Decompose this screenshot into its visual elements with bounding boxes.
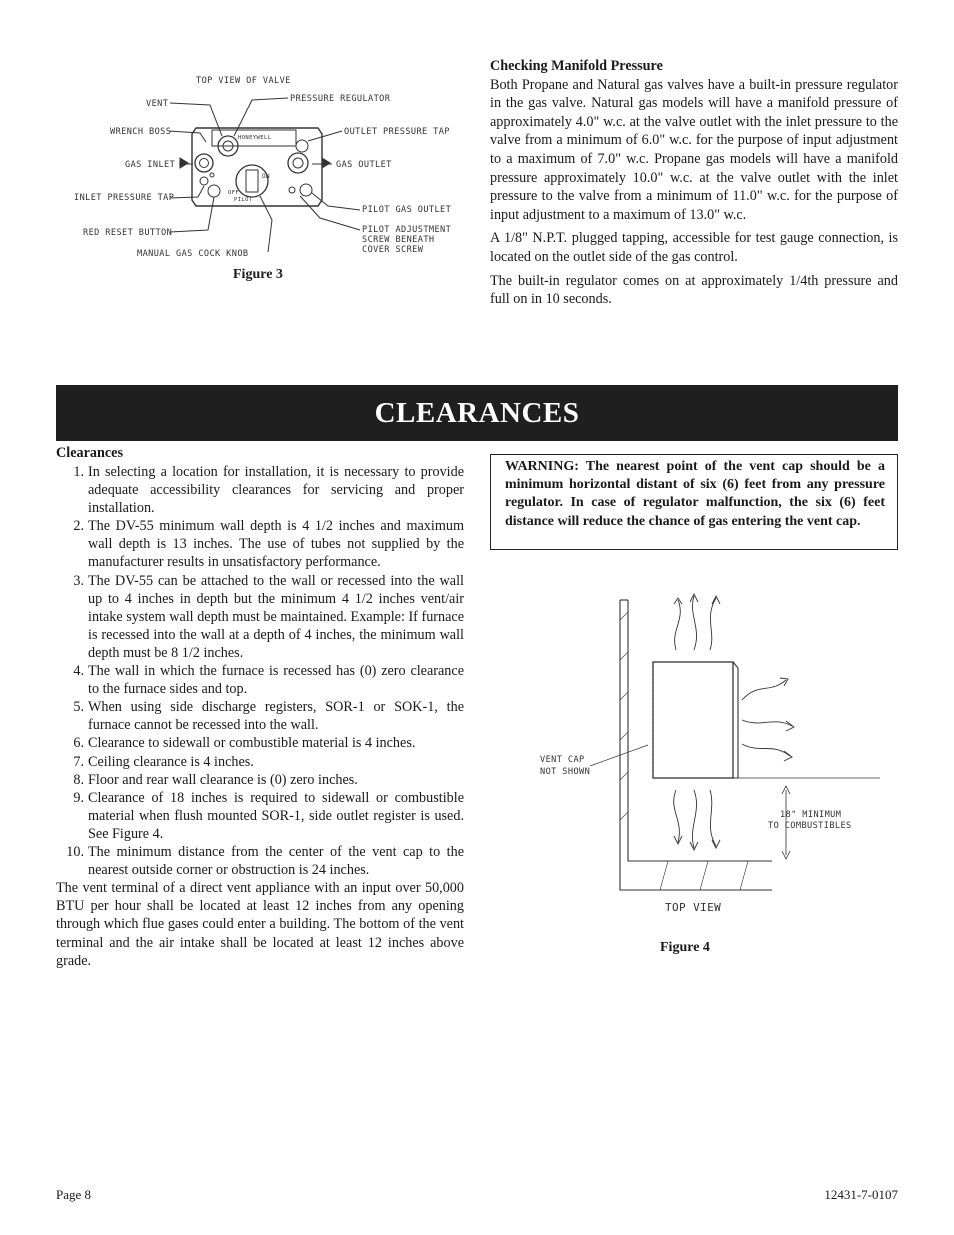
clearance-item-text: The minimum distance from the center of the vent cap to the nearest outside corner or obstruction is 24 inches. bbox=[88, 843, 464, 879]
label-vent-cap-2: NOT SHOWN bbox=[540, 767, 591, 777]
label-gas-outlet: GAS OUTLET bbox=[336, 160, 392, 170]
label-gas-inlet: GAS INLET bbox=[125, 160, 176, 170]
clearance-item-number: 1. bbox=[73, 464, 84, 480]
furnace-cabinet bbox=[653, 662, 733, 778]
clearances-list bbox=[56, 463, 464, 879]
clearance-item-number: 4. bbox=[73, 663, 84, 680]
label-knob-on: ON bbox=[262, 173, 271, 180]
label-knob-off: OFF bbox=[228, 190, 240, 196]
clearance-item-number: 2. bbox=[73, 518, 84, 535]
label-vent-cap-1: VENT CAP bbox=[540, 755, 585, 765]
label-outlet-pressure-tap: OUTLET PRESSURE TAP bbox=[344, 127, 450, 137]
clearance-item-text: Clearance of 18 inches is required to sidewall or combustible material when flush mounted SOR-1, side outlet register is used. See Figure 4. bbox=[88, 789, 464, 842]
figure-4-top-view-diagram bbox=[520, 590, 890, 920]
figure-3-valve-diagram bbox=[60, 65, 460, 265]
clearance-item bbox=[56, 771, 464, 789]
vent-terminal-paragraph: The vent terminal of a direct vent appliance with an input over 50,000 BTU per hour shall be located at least 12 inches from any opening through which flue gases could enter a building. The bottom of the vent terminal and the air intake shall be located at least 12 inches above grade. bbox=[56, 880, 464, 969]
clearance-item bbox=[56, 753, 464, 771]
label-pressure-regulator: PRESSURE REGULATOR bbox=[290, 94, 391, 104]
figure-3-caption: Figure 3 bbox=[233, 267, 283, 282]
clearance-item bbox=[56, 572, 464, 662]
label-knob-pilot: PILOT bbox=[234, 197, 253, 203]
clearance-item-text: The DV-55 can be attached to the wall or recessed into the wall up to 4 inches in depth but the minimum 4 1/2 inches vent/air intake system wall depth must be maintained. Example: If furnace is recessed into the wall at a depth of 4 inches, the minimum wall depth must be 8 1/2 inches. bbox=[88, 572, 464, 661]
label-inlet-pressure-tap: INLET PRESSURE TAP bbox=[74, 193, 175, 203]
clearance-item bbox=[56, 517, 464, 571]
clearance-item-number: 8. bbox=[73, 771, 84, 788]
clearance-item-number: 10. bbox=[66, 843, 84, 860]
warning-box bbox=[490, 454, 898, 550]
clearance-item-number: 7. bbox=[73, 753, 84, 770]
label-manual-gas-cock-knob: MANUAL GAS COCK KNOB bbox=[137, 249, 249, 259]
clearance-item bbox=[56, 698, 464, 734]
label-minimum-2: TO COMBUSTIBLES bbox=[768, 821, 852, 831]
clearance-item-number: 9. bbox=[73, 789, 84, 806]
label-top-view: TOP VIEW bbox=[665, 901, 722, 914]
label-pilot-gas-outlet: PILOT GAS OUTLET bbox=[362, 205, 452, 215]
red-reset-button bbox=[208, 185, 220, 197]
outlet-pressure-tap bbox=[296, 140, 308, 152]
clearance-item-text: The wall in which the furnace is recessed has (0) zero clearance to the furnace sides and top. bbox=[88, 663, 464, 698]
clearance-item-number: 5. bbox=[73, 699, 84, 716]
clearance-item-number: 6. bbox=[73, 735, 84, 752]
clearance-item-number: 3. bbox=[73, 572, 84, 589]
inlet-pressure-tap bbox=[200, 177, 208, 185]
figure-4-caption: Figure 4 bbox=[660, 940, 710, 955]
clearance-item bbox=[56, 662, 464, 698]
clearance-item-text: In selecting a location for installation, it is necessary to provide adequate accessibility clearances for servicing and proper installation. bbox=[88, 464, 464, 517]
warning-text: WARNING: The nearest point of the vent cap should be a minimum horizontal distant of six (6) feet from any pressure regulator. In case of regulator malfunction, the six (6) feet distance will reduce the chance of gas entering the vent cap. bbox=[505, 459, 885, 529]
clearance-item-text: Clearance to sidewall or combustible material is 4 inches. bbox=[88, 735, 416, 752]
clearance-item-text: When using side discharge registers, SOR-1 or SOK-1, the furnace cannot be recessed into the wall. bbox=[88, 699, 464, 734]
document-number: 12431-7-0107 bbox=[824, 1187, 898, 1202]
label-minimum-1: 18" MINIMUM bbox=[780, 810, 842, 820]
clearance-item-text: The DV-55 minimum wall depth is 4 1/2 inches and maximum wall depth is 13 inches. The use of tubes not supplied by the manufacturer results in unsatisfactory performance. bbox=[88, 518, 464, 571]
clearance-item-text: Floor and rear wall clearance is (0) zero inches. bbox=[88, 771, 358, 788]
label-pilot-adjustment-3: COVER SCREW bbox=[362, 245, 424, 255]
label-brand: HONEYWELL bbox=[238, 135, 272, 141]
label-pilot-adjustment-2: SCREW BENEATH bbox=[362, 235, 435, 245]
gas-inlet-fitting bbox=[195, 154, 213, 172]
label-pilot-adjustment-1: PILOT ADJUSTMENT bbox=[362, 225, 452, 235]
manifold-paragraph-2: A 1/8" N.P.T. plugged tapping, accessible for test gauge connection, is located on the outlet side of the gas control. bbox=[490, 230, 898, 265]
label-vent: VENT bbox=[146, 99, 169, 109]
label-wrench-boss: WRENCH BOSS bbox=[110, 127, 172, 137]
valve-title: TOP VIEW OF VALVE bbox=[196, 76, 291, 86]
manifold-paragraph-1: Both Propane and Natural gas valves have a built-in pressure regulator in the gas valve. Natural gas models will have a manifold pressure of approximately 4.0" w.c. at the valve outlet with the inlet pressure to the valve from a minimum of 6.0" w.c. for the purpose of input adjustment to a maximum of 7.0" w.c. Propane gas models will have a manifold pressure approximately 10.0" w.c. at the valve outlet with the inlet pressure to the valve from a minimum of 11.0" w.c. for the purpose of input adjustment to a maximum of 13.0" w.c. bbox=[490, 76, 898, 223]
section-banner-title: CLEARANCES bbox=[374, 396, 580, 429]
pilot-gas-outlet bbox=[300, 184, 312, 196]
manifold-heading: Checking Manifold Pressure bbox=[490, 58, 663, 74]
vent-terminal-section bbox=[56, 879, 464, 970]
manifold-pressure-section bbox=[490, 57, 898, 309]
clearance-item bbox=[56, 734, 464, 752]
clearance-item bbox=[56, 843, 464, 879]
clearance-item bbox=[56, 789, 464, 843]
clearance-item-text: Ceiling clearance is 4 inches. bbox=[88, 753, 254, 770]
page-number: Page 8 bbox=[56, 1187, 92, 1202]
clearances-heading: Clearances bbox=[56, 445, 123, 461]
section-banner bbox=[56, 385, 898, 441]
gas-outlet-fitting bbox=[288, 153, 308, 173]
manifold-paragraph-3: The built-in regulator comes on at approximately 1/4th pressure and full on in 10 seconds. bbox=[490, 272, 898, 308]
label-red-reset-button: RED RESET BUTTON bbox=[83, 228, 173, 238]
clearance-item bbox=[56, 463, 464, 517]
